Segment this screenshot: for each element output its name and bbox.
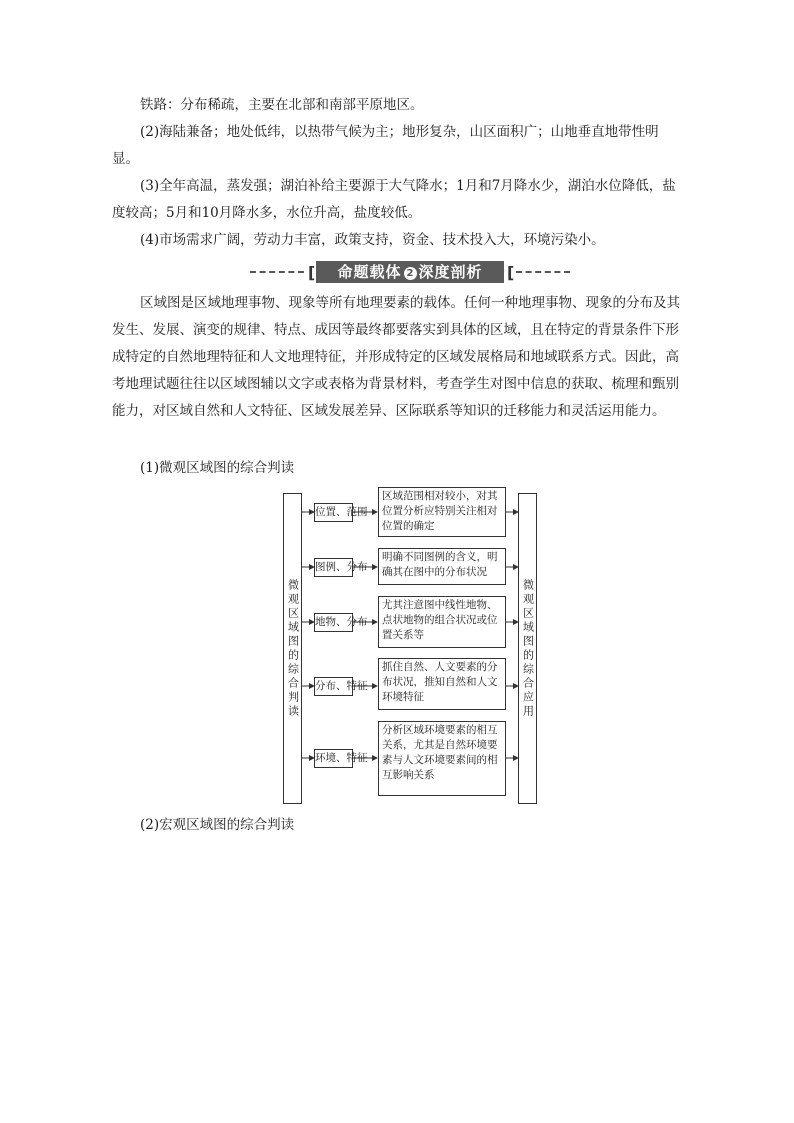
row-5-desc: 分析区域环境要素的相互关系，尤其是自然环境要素与人文环境要素间的相互影响关系 xyxy=(378,721,506,796)
diagram-left-box xyxy=(283,493,302,804)
banner-number-icon: 2 xyxy=(404,267,417,280)
intro-paragraph: 区域图是区域地理事物、现象等所有地理要素的载体。任何一种地理事物、现象的分布及其发生、发展、演变的规律、特点、成因等最终都要落实到具体的区域，且在特定的背景条件下形成特定的自然地理特征和人文地理特征，并形成特定的区域发展格局和地域联系方式。因此，高考地理试题往往以区域图辅以文字或表格为背景材料，考查学生对图中信息的获取、梳理和甄别能力，对区域自然和人文特征、区域发展差异、区际联系等知识的迁移能力和灵活运用能力。 xyxy=(112,295,680,419)
section-1-heading: (1)微观区域图的综合判读 xyxy=(140,460,295,476)
row-3-tag: 地物、分布 xyxy=(314,613,353,632)
banner-bracket-left: [ xyxy=(308,263,316,282)
railway-line: 铁路：分布稀疏，主要在北部和南部平原地区。 xyxy=(140,97,424,113)
row-5-tag: 环境、特征 xyxy=(314,749,353,768)
row-2-tag: 图例、分布 xyxy=(314,558,353,577)
answer-4: (4)市场需求广阔，劳动力丰富，政策支持，资金、技术投入大，环境污染小。 xyxy=(140,232,605,248)
banner-left-text: 命题载体 xyxy=(337,263,402,281)
diagram-left-label: 微观区域图的综合判读 xyxy=(286,578,300,719)
diagram-right-label: 微观区域图的综合应用 xyxy=(521,578,535,719)
answer-3: (3)全年高温，蒸发强；湖泊补给主要源于大气降水；1月和7月降水少，湖泊水位降低，盐度较高；5月和10月降水多，水位升高，盐度较低。 xyxy=(112,178,676,221)
row-3-desc: 尤其注意图中线性地物、点状地物的组合状况或位置关系等 xyxy=(378,596,506,648)
banner-right-text: 深度剖析 xyxy=(418,263,483,281)
section-2-heading: (2)宏观区域图的综合判读 xyxy=(140,817,295,833)
row-4-tag: 分布、特征 xyxy=(314,677,353,696)
section-banner xyxy=(250,261,570,283)
diagram-right-box xyxy=(518,493,537,804)
row-1-tag: 位置、范围 xyxy=(314,503,353,522)
row-1-desc: 区域范围相对较小，对其位置分析应特别关注相对位置的确定 xyxy=(378,487,506,537)
banner-dash-left xyxy=(250,271,304,273)
banner-title xyxy=(316,261,504,283)
banner-bracket-right: [ xyxy=(507,263,515,282)
row-2-desc: 明确不同图例的含义，明确其在图中的分布状况 xyxy=(378,548,506,585)
answer-2: (2)海陆兼备；地处低纬，以热带气候为主；地形复杂，山区面积广；山地垂直地带性明显。 xyxy=(112,124,659,167)
row-4-desc: 抓住自然、人文要素的分布状况，推知自然和人文环境特征 xyxy=(378,658,506,710)
banner-dash-right xyxy=(516,271,570,273)
